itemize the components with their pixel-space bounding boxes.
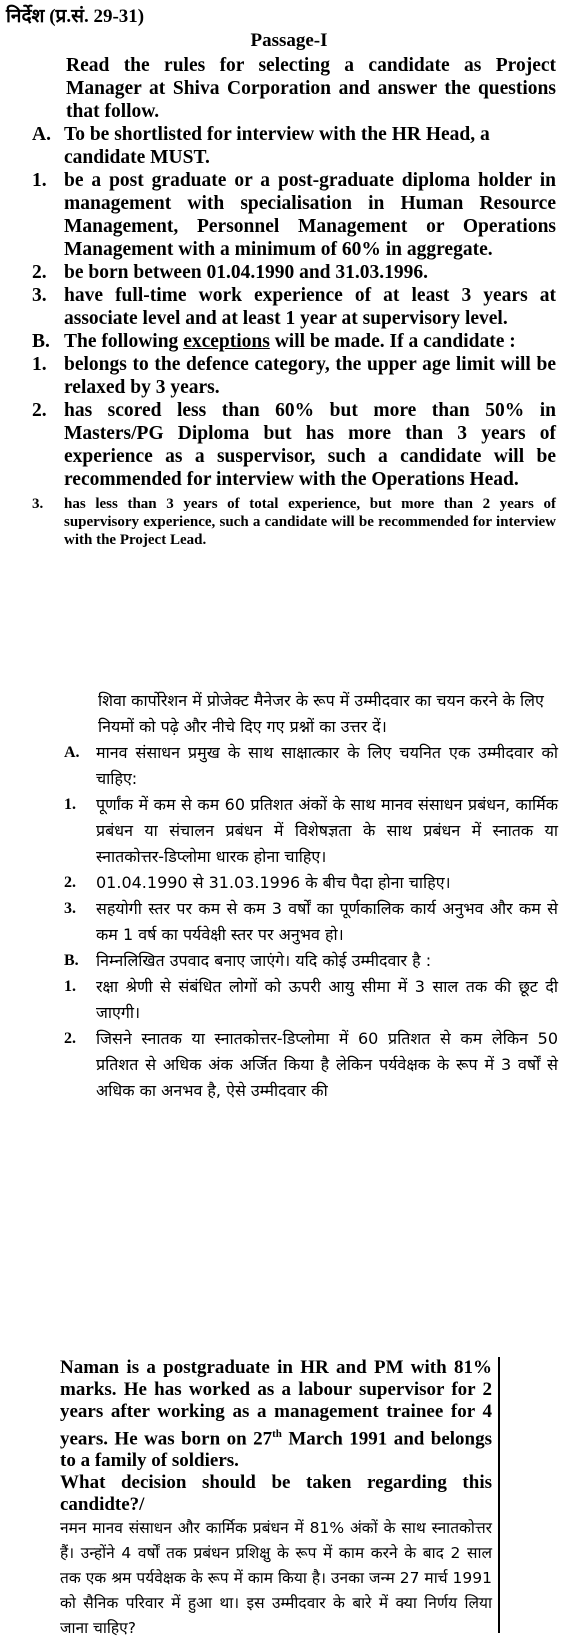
item-text: be a post graduate or a post-graduate diploma holder in management with specialisation in Human Resource Management, Personnel Management or Operations Management with a minimum of 60% in aggregate.	[64, 170, 556, 260]
item-number: 3.	[64, 900, 76, 917]
item-number: 2.	[64, 1030, 76, 1047]
item-number: 2.	[64, 874, 76, 891]
hindi-exception-b1	[64, 974, 558, 1026]
item-text: जिसने स्नातक या स्नातकोत्तर-डिप्लोमा में 60 प्रतिशत से कम लेकिन 50 प्रतिशत से अधिक अंक अर्जित किया है लेकिन पर्यवेक्षक के रूप में 3 वर्षों से अधिक का अनभव है, ऐसे उम्मीदवार की	[96, 1029, 558, 1100]
hindi-intro: शिवा कार्पोरेशन में प्रोजेक्ट मैनेजर के रूप में उम्मीदवार का चयन करने के लिए नियमों को पढ़े और नीचे दिए गए प्रश्नों का उत्तर दें।	[98, 691, 544, 736]
english-rules	[32, 54, 556, 549]
item-number: 2.	[32, 400, 47, 421]
directions-heading: निर्देश (प्र.सं. 29-31)	[6, 6, 145, 27]
passage-title: Passage-I	[250, 30, 328, 51]
item-text: be born between 01.04.1990 and 31.03.1996.	[64, 262, 429, 283]
item-number: 3.	[32, 285, 47, 306]
question-hindi: नमन मानव संसाधन और कार्मिक प्रबंधन में 81% अंकों के साथ स्नातकोत्तर हैं। उन्होंने 4 वर्षों तक प्रबंधन प्रशिक्षु के रूप में काम करने के बाद 2 साल तक एक श्रम पर्यवेक्षक के रूप में काम किया है। उनका जन्म 27 मार्च 1991 को सैनिक परिवार में हुआ था। इस उम्मीदवार के बारे में क्या निर्णय लिया जाना चाहिए?	[60, 1519, 492, 1638]
section-marker: B.	[32, 331, 50, 352]
hindi-rule-a3	[64, 896, 558, 948]
section-b-heading	[32, 330, 556, 353]
item-text: पूर्णांक में कम से कम 60 प्रतिशत अंकों के साथ मानव संसाधन प्रबंधन, कार्मिक प्रबंधन या संचालन प्रबंधन में विशेषज्ञता के साथ प्रबंधन में स्नातक या स्नातकोत्तर-डिप्लोमा धारक होना चाहिए।	[96, 795, 558, 866]
section-marker: A.	[64, 744, 80, 761]
item-number: 1.	[32, 354, 47, 375]
section-b-text-after: will be made. If a candidate :	[269, 331, 516, 352]
item-text: has less than 3 years of total experience, but more than 2 years of supervisory experience, such a candidate will be recommended for interview with the Project Lead.	[64, 496, 556, 548]
hindi-section-a-heading	[64, 740, 558, 792]
item-text: रक्षा श्रेणी से संबंधित लोगों को ऊपरी आयु सीमा में 3 साल तक की छूट दी जाएगी।	[96, 977, 558, 1022]
rule-a3	[32, 284, 556, 330]
question-text: March 1991 and belongs to a family of soldiers.	[60, 1428, 492, 1472]
item-text: सहयोगी स्तर पर कम से कम 3 वर्षों का पूर्णकालिक कार्य अनुभव और कम से कम 1 वर्ष का पर्यवेक्षी स्तर पर अनुभव हो।	[96, 899, 558, 944]
item-number: 1.	[64, 796, 76, 813]
exception-b1	[32, 353, 556, 399]
item-text: belongs to the defence category, the upper age limit will be relaxed by 3 years.	[64, 354, 556, 398]
exception-b3	[32, 495, 556, 549]
hindi-section-b-heading	[64, 948, 558, 974]
item-number: 1.	[64, 978, 76, 995]
item-number: 2.	[32, 262, 47, 283]
section-a-text: मानव संसाधन प्रमुख के साथ साक्षात्कार के लिए चयनित एक उम्मीदवार को चाहिए:	[96, 743, 558, 788]
underlined-word: exceptions	[183, 331, 270, 352]
passage-intro: Read the rules for selecting a candidate as Project Manager at Shiva Corporation and answer the questions that follow.	[66, 55, 556, 122]
section-b-text: निम्नलिखित उपवाद बनाए जाएंगे। यदि कोई उम्मीदवार है :	[96, 951, 432, 970]
section-b-text	[64, 330, 556, 353]
item-number: 1.	[32, 170, 47, 191]
section-marker: A.	[32, 124, 51, 145]
rule-a2	[32, 261, 556, 284]
section-a-heading	[32, 123, 556, 169]
rule-a1	[32, 169, 556, 261]
item-text: has scored less than 60% but more than 50% in Masters/PG Diploma but has more than 3 years of experience as a suspervisor, such a candidate will be recommended for interview with the Operations Head.	[64, 400, 556, 490]
item-text: 01.04.1990 से 31.03.1996 के बीच पैदा होना चाहिए।	[96, 873, 451, 892]
hindi-rule-a1	[64, 792, 558, 870]
item-number: 3.	[32, 496, 44, 512]
question-scenario	[60, 1357, 492, 1472]
ordinal-suffix: th	[272, 1428, 282, 1440]
hindi-rule-a2	[64, 870, 558, 896]
question-ask: What decision should be taken regarding this candidte?/	[60, 1472, 492, 1516]
question-text: Naman is a postgraduate in HR and PM with 81% marks. He has worked as a labour supervisor for 2 years after working as a management trainee for 4 years. He was born on 27	[60, 1357, 492, 1450]
question-box	[60, 1357, 500, 1638]
hindi-exception-b2	[64, 1026, 558, 1104]
item-text: have full-time work experience of at least 3 years at associate level and at least 1 year at supervisory level.	[64, 285, 556, 329]
section-marker: B.	[64, 952, 79, 969]
exception-b2	[32, 399, 556, 491]
section-b-text-before: The following	[64, 331, 184, 352]
hindi-rules	[64, 688, 558, 1104]
section-a-text: To be shortlisted for interview with the HR Head, a candidate MUST.	[64, 124, 490, 168]
